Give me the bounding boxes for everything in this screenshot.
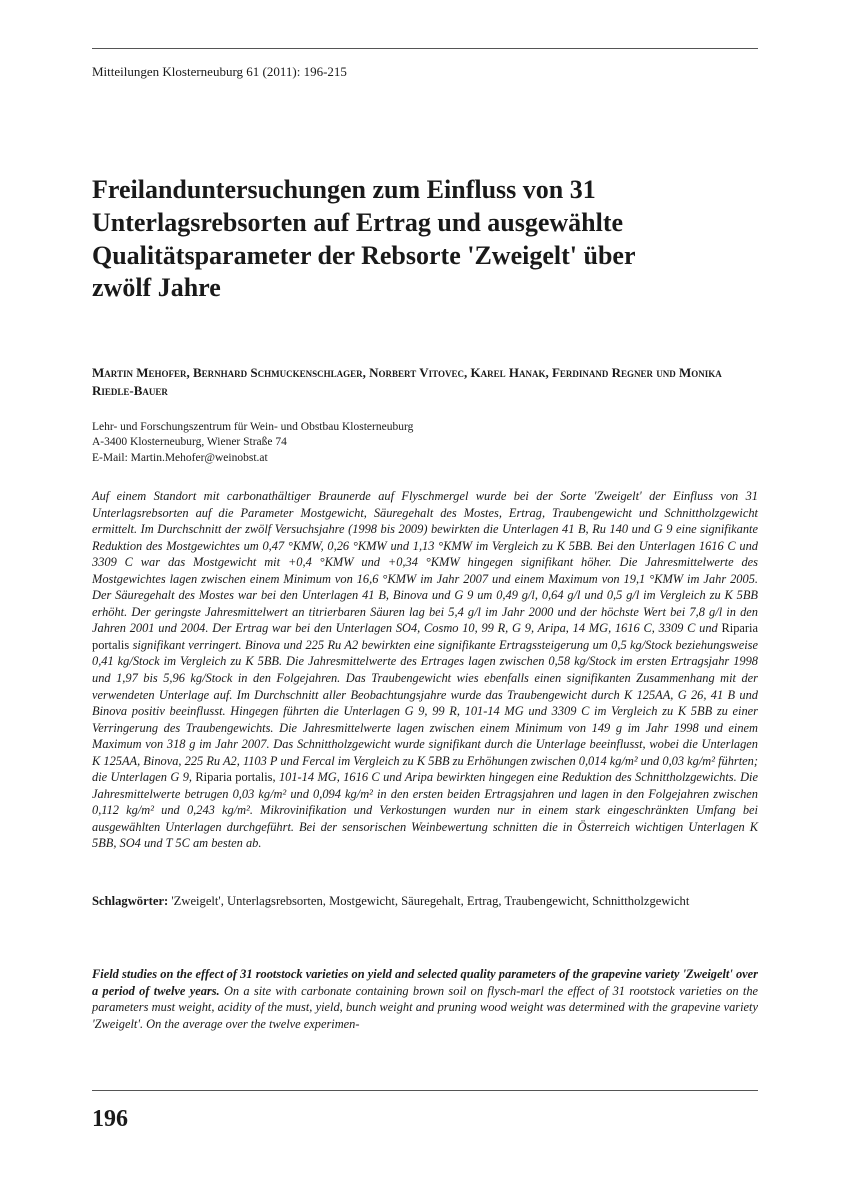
title-line-3: Qualitätsparameter der Rebsorte 'Zweigelt' über — [92, 240, 636, 270]
abstract-de-riparia-1: Riparia portalis — [92, 621, 758, 652]
keywords-label: Schlagwörter: — [92, 894, 169, 908]
footer-rule — [92, 1090, 758, 1091]
title-line-1: Freilanduntersuchungen zum Einfluss von 31 — [92, 175, 596, 204]
affiliation-email: E-Mail: Martin.Mehofer@weinobst.at — [92, 451, 268, 464]
abstract-english — [92, 966, 758, 1032]
abstract-en-title: Field studies on the effect of 31 rootstock varieties on yield and selected quality parameters of the grapevine variety 'Zweigelt' over a period of twelve years. — [92, 967, 758, 998]
journal-citation: Mitteilungen Klosterneuburg 61 (2011): 196-215 — [92, 64, 347, 79]
title-line-2: Unterlagsrebsorten auf Ertrag und ausgewählte — [92, 207, 624, 237]
article-title — [92, 174, 758, 305]
abstract-de-riparia-2: Riparia portalis, — [195, 770, 276, 785]
abstract-de-part-1: Auf einem Standort mit carbonathältiger Braunerde auf Flyschmergel wurde bei der Sorte 'Zweigelt' der Einfluss von 31 Unterlagsrebsorten auf die Parameter Mostgewicht, Säuregehalt des Mostes, Ertrag, Traubengewicht und Schnittholzgewicht ermittelt. Im Durchschnitt der zwölf Versuchsjahre (1998 bis 2009) bewirkten die Unterlagen 41 B, Ru 140 und G 9 eine signifikante Reduktion des Mostgewichtes um 0,47 °KMW, 0,26 °KMW und 1,13 °KMW im Vergleich zu K 5BB. Bei den Unterlagen 1616 C und 3309 C war das Mostgewicht mit +0,4 °KMW und +0,34 °KMW hingegen signifikant höher. Die Jahresmittelwerte des Mostgewichtes lagen zwischen einem Minimum von 16,6 °KMW im Jahr 2007 und einem Maximum von 19,1 °KMW im Jahr 2005. Der Säuregehalt des Mostes war bei den Unterlagen 41 B, Binova und G 9 um 0,49 g/l, 0,64 g/l und 0,5 g/l im Vergleich zu K 5BB erhöht. Der geringste Jahresmittelwert an titrierbaren Säuren lag bei 5,4 g/l im Jahr 2000 und der höchste Wert bei 7,8 g/l in den Jahren 2001 und 2004. Der Ertrag war bei den Unterlagen SO4, Cosmo 10, 99 R, G 9, Aripa, 14 MG, 1616 C, 3309 C und — [92, 489, 758, 636]
header-rule — [92, 48, 758, 49]
abstract-german — [92, 488, 758, 852]
affiliation-institute: Lehr- und Forschungszentrum für Wein- und Obstbau Klosterneuburg — [92, 421, 414, 433]
abstract-de-part-3: 101-14 MG, 1616 C und Aripa bewirkten hingegen eine Reduktion des Schnittholzgewichts. Die Jahresmittelwerte betrugen 0,03 kg/m² und 0,094 kg/m² in den ersten beiden Ertragsjahren und lagen in den Folgejahren zwischen 0,112 kg/m² und 0,243 kg/m². Mikrovinifikation und Verkostungen wurden nur in einem stark eingeschränkten Umfang bei ausgewählten Unterlagen durchgeführt. Bei der sensorischen Weinbewertung schnitten die in Österreich wichtigen Unterlagen K 5BB, SO4 und T 5C am besten ab. — [92, 770, 758, 851]
author-list: Martin Mehofer, Bernhard Schmuckenschlager, Norbert Vitovec, Karel Hanak, Ferdinand Regner und Monika Riedle-Bauer — [92, 365, 722, 399]
title-line-4: zwölf Jahre — [92, 273, 221, 303]
abstract-en-text: On a site with carbonate containing brown soil on flysch-marl the effect of 31 rootstock varieties on the parameters must weight, acidity of the must, yield, bunch weight and pruning wood weight was determined with the grapevine variety 'Zweigelt'. On the average over the twelve experimen- — [92, 983, 759, 1031]
keywords-text: 'Zweigelt', Unterlagsrebsorten, Mostgewicht, Säuregehalt, Ertrag, Traubengewicht, Schnittholzgewicht — [168, 894, 690, 908]
keywords — [92, 893, 758, 910]
affiliation-address: A-3400 Klosterneuburg, Wiener Straße 74 — [92, 436, 287, 449]
affiliation-block — [92, 420, 758, 466]
abstract-de-part-2: signifikant verringert. Binova und 225 Ru A2 bewirkten eine signifikante Ertragssteigerung um 0,5 kg/Stock beziehungsweise 0,41 kg/Stock im Vergleich zu K 5BB. Die Jahresmittelwerte des Ertrages lagen zwischen 0,58 kg/Stock im ersten Ertragsjahr 1998 und 1,97 bis 5,96 kg/Stock in den Folgejahren. Das Traubengewicht wies ebenfalls einen signifikanten Zusammenhang mit der verwendeten Unterlage auf. Im Durchschnitt aller Beobachtungsjahre wurde das Traubengewicht durch K 125AA, G 26, 41 B und Binova positiv beeinflusst. Hingegen führten die Unterlagen G 9, 99 R, 101-14 MG und 3309 C im Vergleich zu K 5BB zu einer Verringerung des Traubengewichts. Die Jahresmittelwerte lagen zwischen einem Minimum von 149 g im Jahr 1998 und einem Maximum von 318 g im Jahr 2007. Das Schnittholzgewicht wurde signifikant durch die Unterlage beeinflusst, wobei die Unterlagen K 125AA, Binova, 225 Ru A2, 1103 P und Fercal im Vergleich zu K 5BB zu Erhöhungen zwischen 0,014 kg/m² und 0,03 kg/m² führten; die Unterlagen G 9, — [92, 637, 758, 785]
page-number: 196 — [92, 1106, 128, 1132]
